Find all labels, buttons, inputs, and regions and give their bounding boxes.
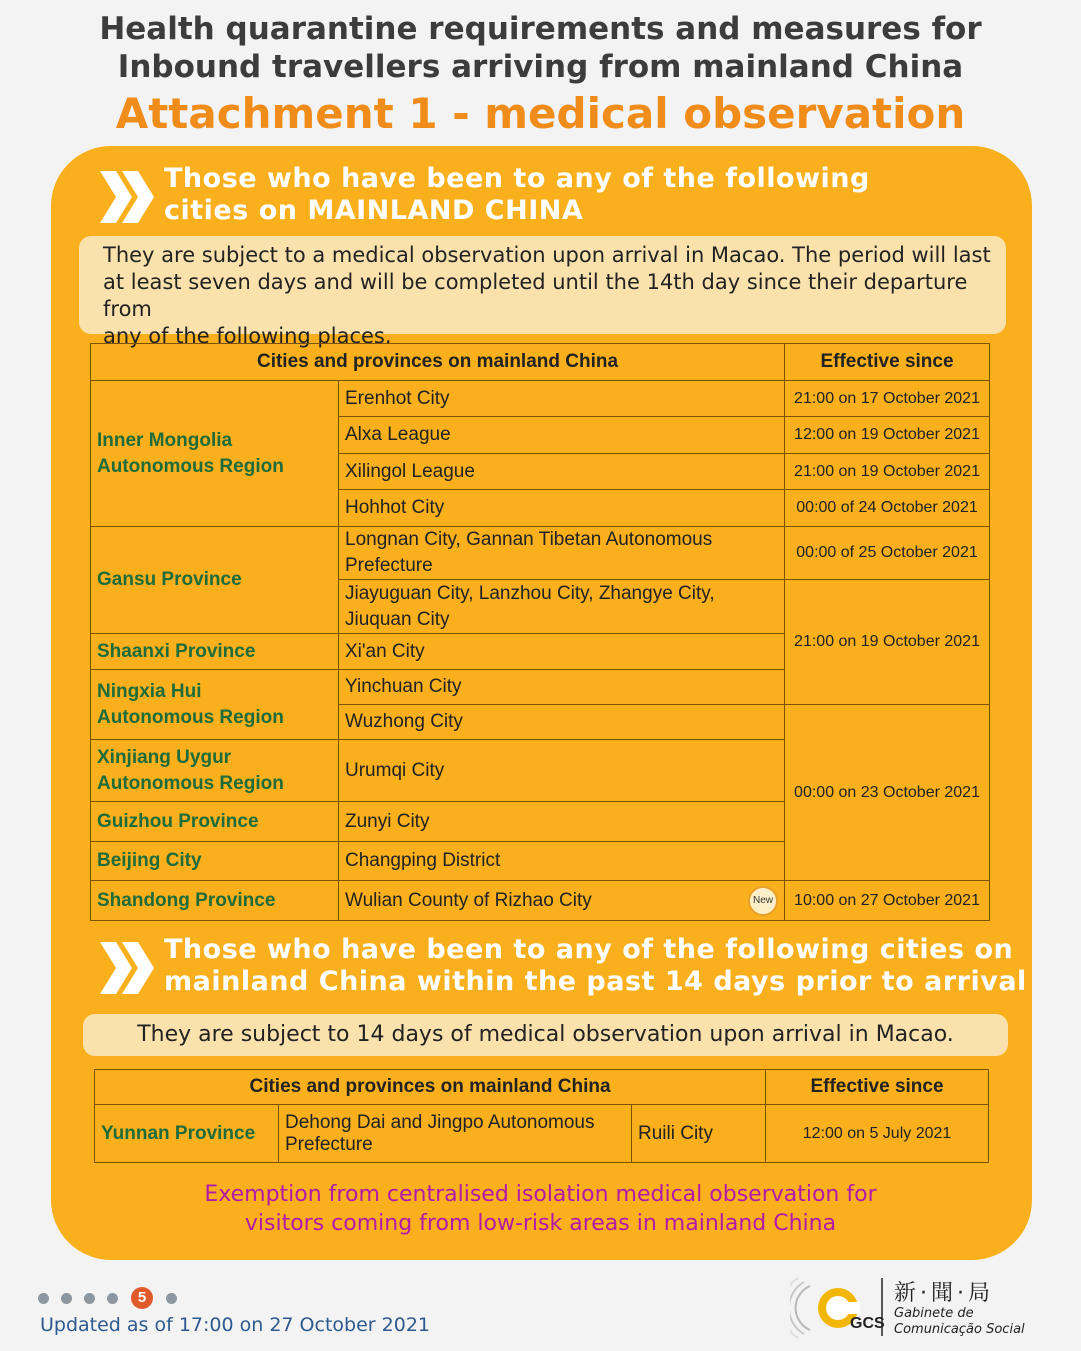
city-jiayuguan [339,580,785,634]
province-shandong: Shandong Province [91,881,339,921]
gcs-logo-mark-icon [790,1272,886,1342]
page-dot[interactable] [84,1293,95,1304]
section1-note [79,236,1006,348]
city-label: Wulian County of Rizhao City [345,889,592,911]
effective-hohhot: 00:00 of 24 October 2021 [785,490,990,527]
province-guizhou: Guizhou Province [91,802,339,842]
page-dot[interactable] [38,1293,49,1304]
city-erenhot: Erenhot City [339,381,785,417]
effective-longnan: 00:00 of 25 October 2021 [785,527,990,580]
city-wulian [339,881,785,921]
column-header-place: Cities and provinces on mainland China [95,1070,766,1105]
logo-mark-text: GCS [850,1315,885,1332]
city-wuzhong: Wuzhong City [339,705,785,740]
updated-timestamp: Updated as of 17:00 on 27 October 2021 [40,1314,430,1336]
gcs-logo [790,1272,1070,1342]
province-label: Autonomous Region [97,706,284,728]
section2-table [94,1069,989,1163]
section1-note-line1: They are subject to a medical observation upon arrival in Macao. The period will last [103,243,991,267]
effective-erenhot: 21:00 on 17 October 2021 [785,381,990,417]
double-chevron-icon [98,167,158,227]
section1-table [90,343,990,921]
logo-pt-line: Comunicação Social [894,1322,1025,1337]
prefecture-label: Dehong Dai and Jingpo Autonomous [285,1111,595,1133]
province-shaanxi: Shaanxi Province [91,634,339,670]
new-badge: New [748,886,778,916]
city-ruili: Ruili City [632,1105,766,1163]
province-label: Ningxia Hui [97,680,202,702]
city-changping: Changping District [339,842,785,881]
page-subtitle: Attachment 1 - medical observation [115,89,966,138]
city-xilingol: Xilingol League [339,454,785,490]
province-xinjiang [91,740,339,802]
city-yinchuan: Yinchuan City [339,670,785,705]
city-alxa: Alxa League [339,417,785,454]
province-yunnan: Yunnan Province [95,1105,279,1163]
logo-chinese: 新·聞·局 [894,1281,994,1306]
section1-note-line2: at least seven days and will be completed until the 14th day since their departure from [103,270,968,321]
effective-alxa: 12:00 on 19 October 2021 [785,417,990,454]
city-label: Jiuquan City [345,608,450,630]
exemption-line1: Exemption from centralised isolation medical observation for [204,1182,877,1207]
page-dot[interactable] [61,1293,72,1304]
province-gansu: Gansu Province [91,527,339,634]
city-label: Prefecture [345,555,433,576]
exemption-line2: visitors coming from low-risk areas in mainland China [244,1211,837,1236]
section2-heading-line2: mainland China within the past 14 days prior to arrival [164,966,1027,997]
province-label: Autonomous Region [97,455,284,477]
city-urumqi: Urumqi City [339,740,785,802]
section1-heading [164,163,1044,227]
page-dot[interactable] [166,1293,177,1304]
city-xian: Xi'an City [339,634,785,670]
province-beijing: Beijing City [91,842,339,881]
effective-group-19-october: 21:00 on 19 October 2021 [785,580,990,705]
logo-pt-line: Gabinete de [894,1306,974,1321]
page-dot-current[interactable]: 5 [131,1287,153,1309]
double-chevron-icon [98,938,158,998]
city-label: Longnan City, Gannan Tibetan Autonomous [345,529,713,550]
effective-wulian: 10:00 on 27 October 2021 [785,881,990,921]
title-line-2: Inbound travellers arriving from mainland China [117,49,964,85]
logo-portuguese [894,1306,1074,1338]
section2-heading-line1: Those who have been to any of the following cities on [164,934,1014,965]
effective-xilingol: 21:00 on 19 October 2021 [785,454,990,490]
effective-ruili: 12:00 on 5 July 2021 [766,1105,989,1163]
exemption-link[interactable] [0,1180,1081,1238]
section1-heading-line1: Those who have been to any of the following [164,163,870,194]
province-label: Inner Mongolia [97,429,233,451]
section2-note: They are subject to 14 days of medical observation upon arrival in Macao. [83,1014,1008,1056]
province-label: Xinjiang Uygur [97,746,232,768]
section2-heading [164,934,1044,998]
section1-note-line3: any of the following places. [103,324,392,348]
province-inner-mongolia [91,381,339,527]
title-line-1: Health quarantine requirements and measures for [99,11,982,47]
column-header-place: Cities and provinces on mainland China [91,344,785,381]
prefecture-label: Prefecture [285,1133,373,1155]
page-title [0,10,1081,86]
section1-heading-line2: cities on MAINLAND CHINA [164,195,584,226]
effective-group-23-october: 00:00 on 23 October 2021 [785,705,990,881]
column-header-effective: Effective since [766,1070,989,1105]
province-label: Autonomous Region [97,772,284,794]
column-header-effective: Effective since [785,344,990,381]
prefecture-dehong [279,1105,632,1163]
city-longnan [339,527,785,580]
city-label: Jiayuguan City, Lanzhou City, Zhangye City, [345,582,715,604]
city-zunyi: Zunyi City [339,802,785,842]
city-hohhot: Hohhot City [339,490,785,527]
page-dot[interactable] [107,1293,118,1304]
province-ningxia [91,670,339,740]
